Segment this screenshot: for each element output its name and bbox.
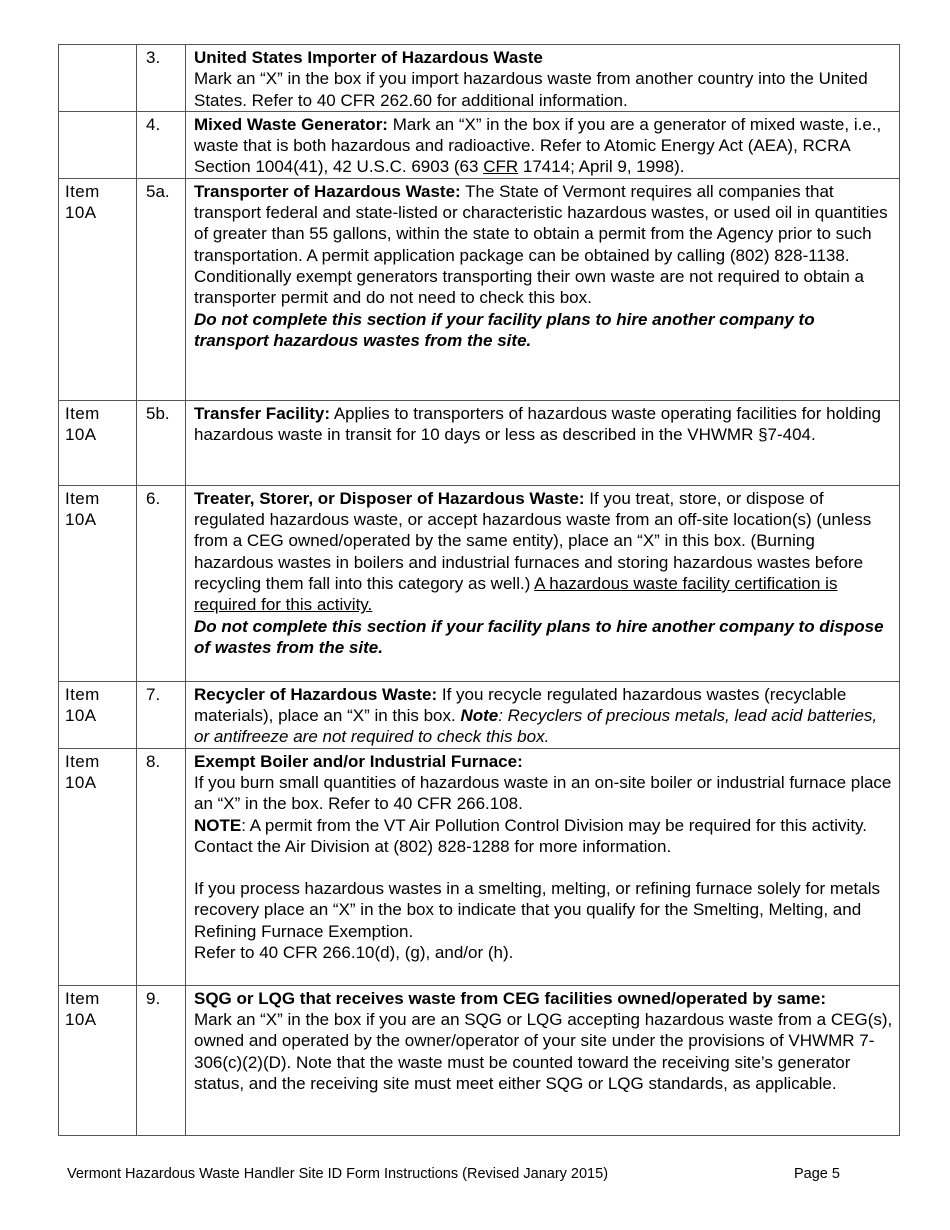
item-title: Exempt Boiler and/or Industrial Furnace: bbox=[194, 751, 523, 771]
note-text: : Recyclers of precious metals, lead acid batteries, or antifreeze are not required to check this box. bbox=[194, 706, 878, 747]
item-ref: Item 10A bbox=[59, 178, 137, 400]
table-row bbox=[59, 111, 900, 178]
item-ref: Item 10A bbox=[59, 400, 137, 485]
item-number: 8. bbox=[137, 748, 186, 985]
item-ref: Item 10A bbox=[59, 748, 137, 985]
item-warning: Do not complete this section if your facility plans to hire another company to dispose of wastes from the site. bbox=[194, 616, 884, 657]
item-title: Treater, Storer, or Disposer of Hazardous Waste: bbox=[194, 488, 585, 508]
item-title: United States Importer of Hazardous Waste bbox=[194, 48, 543, 67]
item-text: The State of Vermont requires all companies that transport federal and state-listed or characteristic hazardous wastes, or used oil in quantities of greater than 55 gallons, within the state to obtain a permit from the Agency prior to such transportation. A permit application package can be obtained by calling (802) 828-1138. Conditionally exempt generators transporting their own waste are not required to obtain a transporter permit and do not need to check this box. bbox=[194, 181, 888, 308]
item-title: Recycler of Hazardous Waste: bbox=[194, 684, 438, 704]
item-ref: Item 10A bbox=[59, 681, 137, 748]
item-text: If you treat, store, or dispose of regulated hazardous waste, or accept hazardous waste from an off-site location(s) (unless from a CEG owned/operated by the same entity), place an “X” in this box. (Burning hazardous wastes in boilers and industrial furnaces and storing hazardous wastes before recycling them fall into this category as well.) bbox=[194, 488, 872, 593]
item-title: Mixed Waste Generator: bbox=[194, 114, 388, 134]
item-description bbox=[186, 400, 900, 485]
item-text: Mark an “X” in the box if you are a generator of mixed waste, i.e., waste that is both hazardous and radioactive. Refer to Atomic Energy Act (AEA), RCRA Section 1004(41), 42 U.S.C. 6903 (63 bbox=[194, 114, 882, 177]
item-text-underlined: A hazardous waste facility certification is required for this activity. bbox=[194, 573, 838, 615]
footer-title: Vermont Hazardous Waste Handler Site ID Form Instructions (Revised Janary 2015) bbox=[67, 1166, 609, 1182]
instructions-table bbox=[58, 44, 900, 1136]
table-row bbox=[59, 748, 900, 985]
item-text-underlined: CFR bbox=[483, 157, 519, 177]
item-number: 5a. bbox=[137, 178, 186, 400]
item-description bbox=[186, 485, 900, 681]
spacer bbox=[194, 857, 893, 878]
item-title: SQG or LQG that receives waste from CEG facilities owned/operated by same: bbox=[194, 988, 827, 1008]
page-number: Page 5 bbox=[794, 1166, 840, 1182]
item-description bbox=[186, 681, 900, 748]
item-number: 5b. bbox=[137, 400, 186, 485]
item-title: Transfer Facility: bbox=[194, 403, 331, 423]
item-description bbox=[186, 178, 900, 400]
item-title: Transporter of Hazardous Waste: bbox=[194, 181, 461, 201]
table-row bbox=[59, 985, 900, 1135]
item-text: Mark an “X” in the box if you import hazardous waste from another country into the United States. Refer to 40 CFR 262.60 for additional information. bbox=[194, 69, 868, 110]
item-text: Mark an “X” in the box if you are an SQG or LQG accepting hazardous waste from a CEG(s), owned and operated by the owner/operator of your site under the provisions of VHWMR 7-306(c)(2)(D). Note that the waste must be counted toward the receiving site’s generator status, and the receiving site must meet either SQG or LQG standards, as applicable. bbox=[194, 1009, 893, 1093]
item-number: 9. bbox=[137, 985, 186, 1135]
item-ref: Item 10A bbox=[59, 985, 137, 1135]
item-number: 4. bbox=[137, 111, 186, 178]
item-number: 7. bbox=[137, 681, 186, 748]
item-text: If you process hazardous wastes in a smelting, melting, or refining furnace solely for metals recovery place an “X” in the box to indicate that you qualify for the Smelting, Melting, and Refining Furnace Exemption. bbox=[194, 879, 880, 941]
table-row bbox=[59, 45, 900, 112]
item-text: Refer to 40 CFR 266.10(d), (g), and/or (h). bbox=[194, 943, 514, 963]
item-description bbox=[186, 45, 900, 112]
item-number: 6. bbox=[137, 485, 186, 681]
item-ref bbox=[59, 45, 137, 112]
note-label: Note bbox=[460, 706, 499, 726]
table-row bbox=[59, 400, 900, 485]
item-note bbox=[194, 815, 893, 858]
item-description bbox=[186, 748, 900, 985]
item-warning: Do not complete this section if your facility plans to hire another company to transport hazardous wastes from the site. bbox=[194, 309, 815, 350]
table-row bbox=[59, 485, 900, 681]
item-text: If you burn small quantities of hazardous waste in an on-site boiler or industrial furnace place an “X” in the box. Refer to 40 CFR 266.108. bbox=[194, 772, 892, 814]
note-text: : A permit from the VT Air Pollution Control Division may be required for this activity. Contact the Air Division at (802) 828-1288 for more information. bbox=[194, 815, 868, 856]
item-ref bbox=[59, 111, 137, 178]
item-description bbox=[186, 111, 900, 178]
item-text: If you recycle regulated hazardous wastes (recyclable materials), place an “X” in this box. bbox=[194, 684, 847, 726]
table-row bbox=[59, 681, 900, 748]
table-row bbox=[59, 178, 900, 400]
note-label: NOTE bbox=[194, 815, 242, 835]
item-ref: Item 10A bbox=[59, 485, 137, 681]
item-text: Applies to transporters of hazardous waste operating facilities for holding hazardous waste in transit for 10 days or less as described in the VHWMR §7-404. bbox=[194, 403, 881, 445]
item-description bbox=[186, 985, 900, 1135]
item-text: 17414; April 9, 1998). bbox=[518, 157, 685, 177]
item-number: 3. bbox=[137, 45, 186, 112]
